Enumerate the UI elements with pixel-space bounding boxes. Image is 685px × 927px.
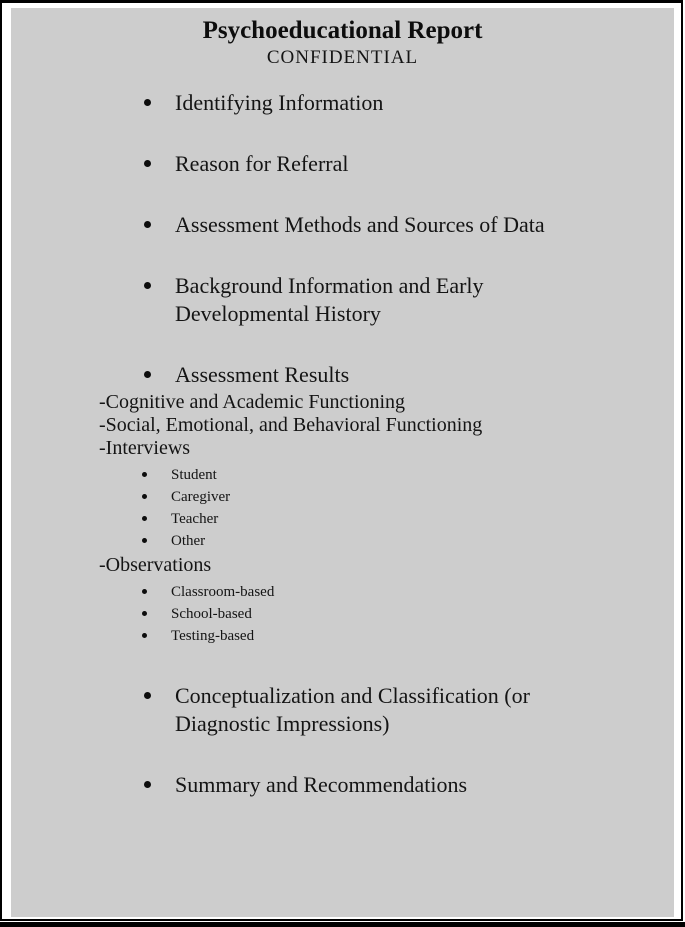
outline-list <box>11 89 674 799</box>
outline-item-label: Identifying Information <box>175 90 384 115</box>
bullet-icon <box>144 781 151 788</box>
outline-item-label: Conceptualization and Classification (or Diagnostic Impressions) <box>175 683 530 736</box>
outline-item-label: Assessment Methods and Sources of Data <box>175 212 545 237</box>
outline-item-label <box>99 361 483 649</box>
subitem-cognitive-academic <box>99 391 482 414</box>
subsubitem-testing-based <box>142 625 482 647</box>
subsubitem-teacher <box>142 508 482 530</box>
outline-item-assessment-methods <box>144 211 674 239</box>
outline-item-label: Reason for Referral <box>175 151 349 176</box>
confidential-label: CONFIDENTIAL <box>266 47 419 68</box>
assessment-results-sublist <box>99 391 482 647</box>
bullet-icon <box>144 282 151 289</box>
outline-item-label-text: Assessment Results <box>175 362 350 387</box>
outline-item-assessment-results <box>99 361 674 649</box>
subitem-observations <box>99 554 482 647</box>
subitem-label: -Cognitive and Academic Functioning <box>99 391 406 413</box>
report-canvas <box>11 8 674 917</box>
bullet-icon <box>142 472 147 477</box>
subitem-label: -Social, Emotional, and Behavioral Functioning <box>99 414 483 436</box>
subsubitem-label: Testing-based <box>171 628 255 644</box>
bottom-rule <box>0 922 685 927</box>
subsubitem-label: Other <box>171 533 206 549</box>
outline-item-summary-recommendations <box>144 771 674 799</box>
bullet-icon <box>144 371 151 378</box>
bullet-icon <box>142 589 147 594</box>
bullet-icon <box>144 221 151 228</box>
report-title: Psychoeducational Report <box>202 17 483 44</box>
bullet-icon <box>144 99 151 106</box>
subitem-social-emotional-behavioral <box>99 414 482 437</box>
outline-item-identifying-information <box>144 89 674 117</box>
subsubitem-school-based <box>142 603 482 625</box>
subsubitem-classroom-based <box>142 581 482 603</box>
subsubitem-label: Classroom-based <box>171 584 275 600</box>
subitem-interviews <box>99 437 482 552</box>
bullet-icon <box>142 538 147 543</box>
bullet-icon <box>142 611 147 616</box>
subsubitem-caregiver <box>142 486 482 508</box>
bullet-icon <box>142 494 147 499</box>
outline-item-reason-for-referral <box>144 150 674 178</box>
subsubitem-other <box>142 530 482 552</box>
outline-item-conceptualization-classification <box>144 682 674 738</box>
bullet-icon <box>144 692 151 699</box>
outline-item-background-information <box>144 272 674 328</box>
bullet-icon <box>142 633 147 638</box>
outline-item-label: Summary and Recommendations <box>175 772 468 797</box>
subitem-label: -Observations <box>99 554 212 576</box>
outline-item-label: Background Information and Early Developmental History <box>175 273 484 326</box>
subsubitem-label: Student <box>171 467 217 483</box>
observations-sublist <box>142 581 482 647</box>
subsubitem-label: Caregiver <box>171 489 231 505</box>
subitem-label: -Interviews <box>99 437 191 459</box>
subsubitem-label: School-based <box>171 606 252 622</box>
subsubitem-student <box>142 464 482 486</box>
bullet-icon <box>142 516 147 521</box>
interviews-sublist <box>142 464 482 552</box>
subsubitem-label: Teacher <box>171 511 219 527</box>
bullet-icon <box>144 160 151 167</box>
